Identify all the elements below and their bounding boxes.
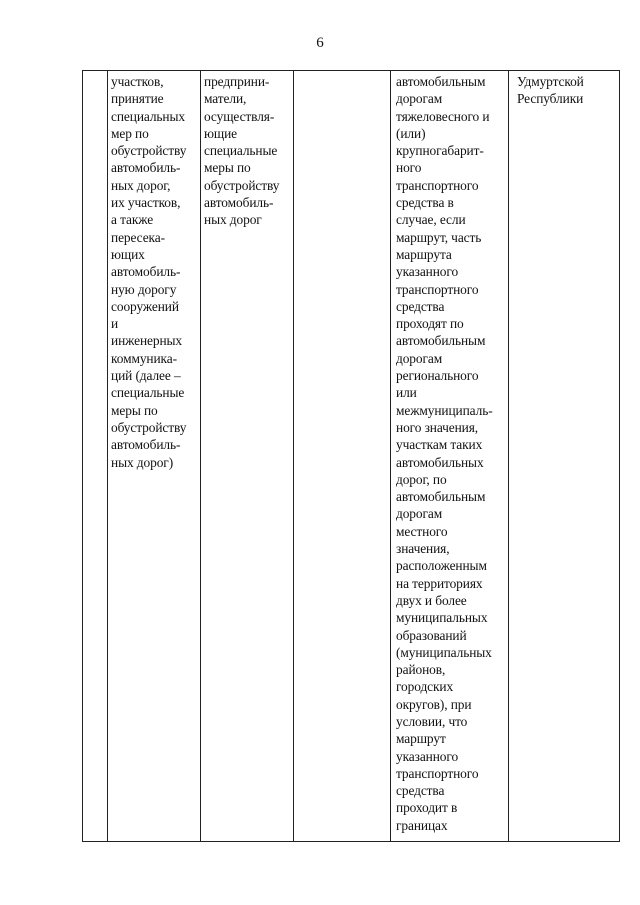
table-cell-empty <box>294 71 391 841</box>
table-cell-measures <box>108 71 201 841</box>
table-cell-conditions <box>391 71 509 841</box>
table-cell-applicants <box>201 71 294 841</box>
table-cell-number <box>83 71 108 841</box>
document-table <box>82 70 620 842</box>
cell-text <box>294 71 390 73</box>
cell-text: участков, принятие специальных мер по обустройству автомобиль- ных дорог, их участков, а также пересека- ющих автомобиль- ную дорогу сооружений и инженерных коммуника- ций (далее – специальные меры по обустройству автомобиль- ных дорог) <box>111 74 187 470</box>
cell-text: автомобильным дорогам тяжеловесного и (или) крупногабарит- ного транспортного средства в случае, если маршрут, часть маршрута указанного транспортного средства проходят по автомобильным дорогам регионального или межмуниципаль- ного значения, участкам таких автомобильных дорог, по автомобильным дорогам местного значения, расположенным на территориях двух и более муниципальных образований (муниципальных районов, городских округов), при условии, что маршрут указанного транспортного средства проходит в границах <box>396 74 493 833</box>
cell-text: предприни- матели, осуществля- ющие специальные меры по обустройству автомобиль- ных дорог <box>204 74 280 228</box>
table-cell-region <box>509 71 621 841</box>
cell-text <box>83 71 107 73</box>
cell-text: Удмуртской Республики <box>517 74 584 107</box>
page-number: 6 <box>316 35 324 51</box>
